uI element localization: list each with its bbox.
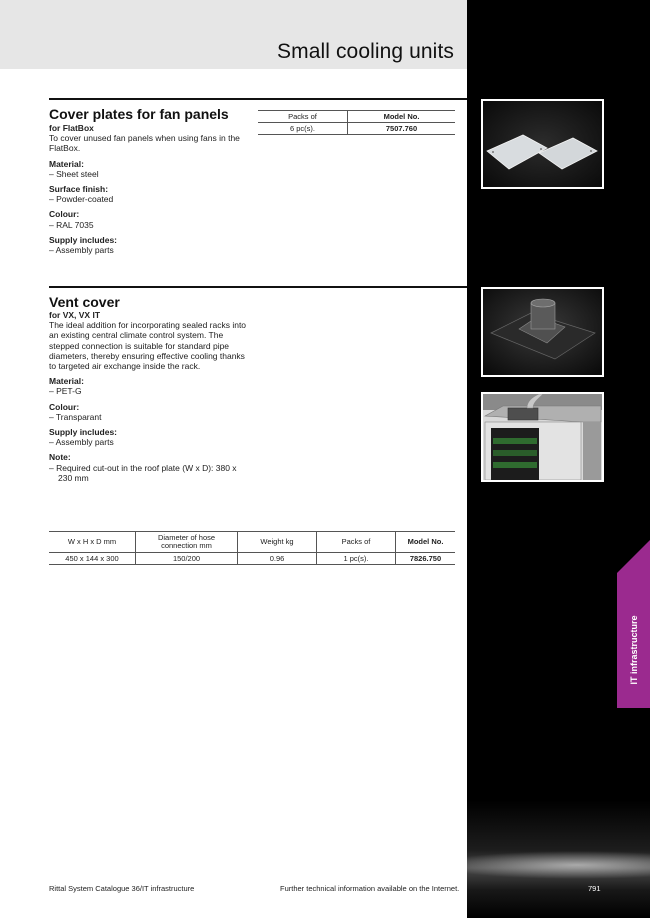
table-header-row xyxy=(258,111,455,123)
section-title: Cover plates for fan panels xyxy=(49,106,229,122)
table-cell: 7507.760 xyxy=(348,123,455,135)
spec-value: – Assembly parts xyxy=(49,437,114,448)
spec-label: Note: xyxy=(49,452,71,463)
spec-value: – PET-G xyxy=(49,386,82,397)
spec-value: – Assembly parts xyxy=(49,245,114,256)
table-header-cell: Model No. xyxy=(348,111,455,123)
section-subtitle: for FlatBox xyxy=(49,123,94,133)
section-rule xyxy=(49,286,467,288)
page-number: 791 xyxy=(588,884,601,893)
table-header-cell: Packs of xyxy=(317,532,396,553)
table-row xyxy=(49,553,455,565)
section-body xyxy=(49,310,251,488)
section-body xyxy=(49,123,249,260)
spec-item xyxy=(49,427,251,447)
spec-item xyxy=(49,184,249,204)
product-photo-cover-plates xyxy=(481,99,604,189)
spec-value: – RAL 7035 xyxy=(49,219,94,230)
spec-label: Colour: xyxy=(49,209,80,220)
spec-label: Material: xyxy=(49,158,84,169)
section-rule xyxy=(49,98,467,100)
section-title: Vent cover xyxy=(49,294,120,310)
table-cell: 450 x 144 x 300 xyxy=(49,553,136,565)
section-subtitle: for VX, VX IT xyxy=(49,310,101,320)
table-cell: 150/200 xyxy=(136,553,238,565)
table-row xyxy=(258,123,455,135)
table-cell: 6 pc(s). xyxy=(258,123,348,135)
ordering-table xyxy=(258,110,455,135)
spec-item xyxy=(49,376,251,396)
spec-value: – Powder-coated xyxy=(49,194,114,205)
footer-note: Further technical information available on the Internet. xyxy=(280,884,460,893)
footer-catalogue: Rittal System Catalogue 36/IT infrastructure xyxy=(49,884,195,893)
page-title: Small cooling units xyxy=(277,40,454,63)
spec-item xyxy=(49,452,251,483)
product-photo-rack-installation xyxy=(481,392,604,482)
table-header-cell: Weight kg xyxy=(238,532,317,553)
spec-item xyxy=(49,159,249,179)
table-cell: 1 pc(s). xyxy=(317,553,396,565)
table-header-cell: Model No. xyxy=(396,532,456,553)
section-description: The ideal addition for incorporating sealed racks into an existing central climate control system. The stepped connection is suitable for standard pipe diameters, thereby ensuring effective cooling thanks to targeted air exchange inside the rack. xyxy=(49,320,247,372)
table-header-cell: Packs of xyxy=(258,111,348,123)
spec-value: – Transparant xyxy=(49,411,102,422)
spec-value: – Sheet steel xyxy=(49,168,99,179)
spec-item xyxy=(49,402,251,422)
section-description: To cover unused fan panels when using fans in the FlatBox. xyxy=(49,133,240,154)
spec-item xyxy=(49,209,249,229)
product-photo-vent-cover xyxy=(481,287,604,377)
table-cell: 0.96 xyxy=(238,553,317,565)
spec-label: Surface finish: xyxy=(49,184,109,195)
spec-label: Colour: xyxy=(49,401,80,412)
side-tab-label: IT infrastructure xyxy=(629,615,639,685)
table-header-cell: W x H x D mm xyxy=(49,532,136,553)
table-cell: 7826.750 xyxy=(396,553,456,565)
ordering-table xyxy=(49,531,455,565)
table-header-cell: Diameter of hose connection mm xyxy=(136,532,238,553)
spec-label: Supply includes: xyxy=(49,427,118,438)
spec-label: Material: xyxy=(49,376,84,387)
spec-item xyxy=(49,235,249,255)
spec-label: Supply includes: xyxy=(49,234,118,245)
table-header-row xyxy=(49,532,455,553)
spec-value: – Required cut-out in the roof plate (W x D): 380 x 230 mm xyxy=(49,462,237,483)
